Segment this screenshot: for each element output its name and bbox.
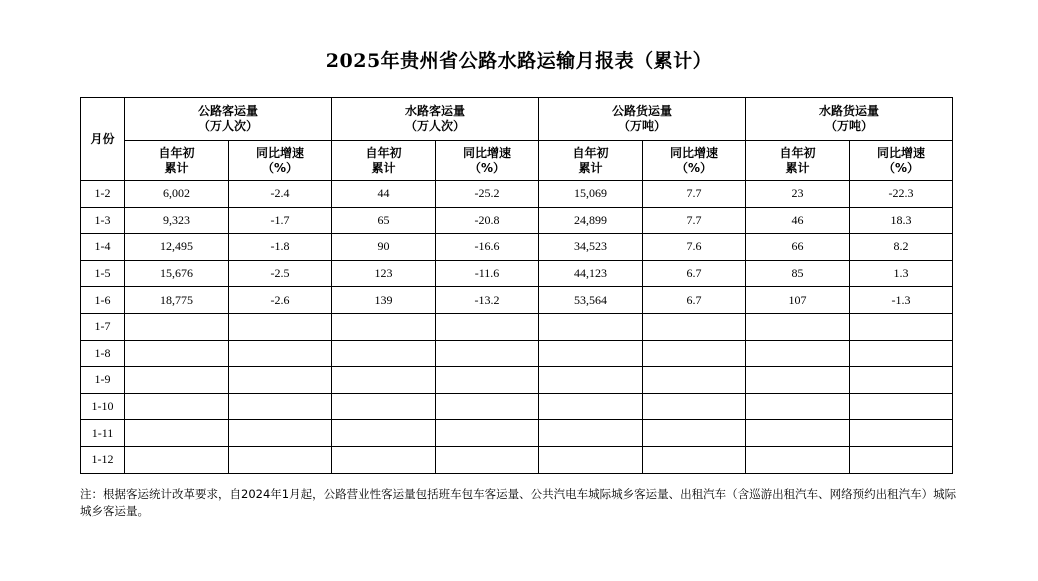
month-cell: 1-7: [81, 313, 125, 340]
group-unit: （万吨）: [825, 119, 874, 133]
cumulative-cell: 15,069: [539, 181, 643, 208]
growth-cell: [850, 340, 953, 367]
table-row: [81, 287, 953, 314]
sub-header-cumulative: 自年初 累计: [539, 141, 643, 181]
group-unit: （万人次）: [198, 119, 259, 133]
cumulative-cell: [125, 340, 229, 367]
table-row: [81, 234, 953, 261]
cumulative-cell: [746, 313, 850, 340]
page-title: 2025年贵州省公路水路运输月报表（累计）: [325, 50, 713, 72]
month-cell: 1-9: [81, 367, 125, 394]
growth-cell: -2.6: [229, 287, 332, 314]
group-header-row: [81, 98, 953, 141]
growth-cell: [229, 340, 332, 367]
growth-cell: [850, 367, 953, 394]
cumulative-cell: 66: [746, 234, 850, 261]
cumulative-cell: [539, 393, 643, 420]
growth-cell: [436, 367, 539, 394]
group-name: 公路货运量: [612, 104, 673, 118]
cumulative-cell: 85: [746, 260, 850, 287]
cumulative-cell: 90: [332, 234, 436, 261]
group-unit: （万人次）: [405, 119, 466, 133]
cumulative-cell: 12,495: [125, 234, 229, 261]
group-name: 水路客运量: [405, 104, 466, 118]
cumulative-cell: 24,899: [539, 207, 643, 234]
cumulative-cell: [332, 367, 436, 394]
cumulative-cell: 15,676: [125, 260, 229, 287]
growth-cell: [643, 420, 746, 447]
growth-cell: 6.7: [643, 287, 746, 314]
growth-cell: -1.8: [229, 234, 332, 261]
sub-header-growth: 同比增速 （%）: [229, 141, 332, 181]
growth-cell: [229, 313, 332, 340]
cumulative-cell: [746, 446, 850, 473]
cumulative-cell: [539, 446, 643, 473]
month-cell: 1-4: [81, 234, 125, 261]
growth-cell: [643, 367, 746, 394]
month-cell: 1-5: [81, 260, 125, 287]
growth-cell: 8.2: [850, 234, 953, 261]
growth-cell: [643, 313, 746, 340]
growth-cell: [850, 420, 953, 447]
growth-cell: 7.6: [643, 234, 746, 261]
sub-header-growth: 同比增速 （%）: [436, 141, 539, 181]
growth-cell: 18.3: [850, 207, 953, 234]
growth-cell: [229, 393, 332, 420]
month-cell: 1-6: [81, 287, 125, 314]
growth-cell: 7.7: [643, 207, 746, 234]
group-header-waterway-freight: [746, 98, 953, 141]
sub-header-cumulative: 自年初 累计: [125, 141, 229, 181]
table-row: [81, 313, 953, 340]
cumulative-cell: [746, 420, 850, 447]
cumulative-cell: [746, 367, 850, 394]
group-unit: （万吨）: [618, 119, 667, 133]
growth-cell: 1.3: [850, 260, 953, 287]
cumulative-cell: 107: [746, 287, 850, 314]
table-row: [81, 367, 953, 394]
group-header-waterway-passenger: [332, 98, 539, 141]
growth-cell: -1.7: [229, 207, 332, 234]
cumulative-cell: [539, 420, 643, 447]
cumulative-cell: [539, 367, 643, 394]
footnote: 注：根据客运统计改革要求，自2024年1月起，公路营业性客运量包括班车包车客运量、公共汽电车城际城乡客运量、出租汽车（含巡游出租汽车、网络预约出租汽车）城际城乡客运量。: [80, 487, 957, 518]
month-cell: 1-12: [81, 446, 125, 473]
cumulative-cell: 18,775: [125, 287, 229, 314]
group-header-highway-freight: [539, 98, 746, 141]
cumulative-cell: [125, 393, 229, 420]
month-cell: 1-8: [81, 340, 125, 367]
cumulative-cell: 44,123: [539, 260, 643, 287]
table-row: [81, 340, 953, 367]
growth-cell: [850, 446, 953, 473]
growth-cell: [850, 313, 953, 340]
cumulative-cell: [332, 313, 436, 340]
growth-cell: -20.8: [436, 207, 539, 234]
cumulative-cell: [125, 313, 229, 340]
transport-report-table: [80, 97, 953, 474]
cumulative-cell: 123: [332, 260, 436, 287]
table-body: [81, 181, 953, 474]
sub-header-growth: 同比增速 （%）: [643, 141, 746, 181]
cumulative-cell: 9,323: [125, 207, 229, 234]
cumulative-cell: [332, 446, 436, 473]
sub-header-growth: 同比增速 （%）: [850, 141, 953, 181]
sub-header-row: [81, 141, 953, 181]
growth-cell: [643, 393, 746, 420]
growth-cell: [229, 420, 332, 447]
cumulative-cell: [539, 313, 643, 340]
table-row: [81, 446, 953, 473]
table-row: [81, 260, 953, 287]
cumulative-cell: [332, 420, 436, 447]
month-header: 月份: [81, 98, 125, 181]
growth-cell: -1.3: [850, 287, 953, 314]
cumulative-cell: 6,002: [125, 181, 229, 208]
growth-cell: -16.6: [436, 234, 539, 261]
growth-cell: [436, 446, 539, 473]
growth-cell: 6.7: [643, 260, 746, 287]
table-row: [81, 393, 953, 420]
table-row: [81, 207, 953, 234]
growth-cell: [436, 393, 539, 420]
growth-cell: 7.7: [643, 181, 746, 208]
growth-cell: [643, 446, 746, 473]
cumulative-cell: 34,523: [539, 234, 643, 261]
month-cell: 1-3: [81, 207, 125, 234]
cumulative-cell: 46: [746, 207, 850, 234]
cumulative-cell: [125, 367, 229, 394]
cumulative-cell: [125, 446, 229, 473]
cumulative-cell: [332, 340, 436, 367]
cumulative-cell: 65: [332, 207, 436, 234]
growth-cell: [643, 340, 746, 367]
growth-cell: [229, 367, 332, 394]
cumulative-cell: 23: [746, 181, 850, 208]
cumulative-cell: [125, 420, 229, 447]
growth-cell: -13.2: [436, 287, 539, 314]
growth-cell: [229, 446, 332, 473]
month-cell: 1-2: [81, 181, 125, 208]
growth-cell: [436, 340, 539, 367]
growth-cell: -2.5: [229, 260, 332, 287]
cumulative-cell: [746, 340, 850, 367]
sub-header-cumulative: 自年初 累计: [746, 141, 850, 181]
table-row: [81, 420, 953, 447]
group-header-highway-passenger: [125, 98, 332, 141]
cumulative-cell: 44: [332, 181, 436, 208]
growth-cell: -25.2: [436, 181, 539, 208]
sub-header-cumulative: 自年初 累计: [332, 141, 436, 181]
cumulative-cell: 139: [332, 287, 436, 314]
month-cell: 1-10: [81, 393, 125, 420]
group-name: 公路客运量: [198, 104, 259, 118]
growth-cell: [850, 393, 953, 420]
growth-cell: -2.4: [229, 181, 332, 208]
growth-cell: -22.3: [850, 181, 953, 208]
growth-cell: [436, 313, 539, 340]
cumulative-cell: 53,564: [539, 287, 643, 314]
growth-cell: [436, 420, 539, 447]
cumulative-cell: [746, 393, 850, 420]
growth-cell: -11.6: [436, 260, 539, 287]
month-cell: 1-11: [81, 420, 125, 447]
table-row: [81, 181, 953, 208]
group-name: 水路货运量: [819, 104, 880, 118]
cumulative-cell: [332, 393, 436, 420]
cumulative-cell: [539, 340, 643, 367]
